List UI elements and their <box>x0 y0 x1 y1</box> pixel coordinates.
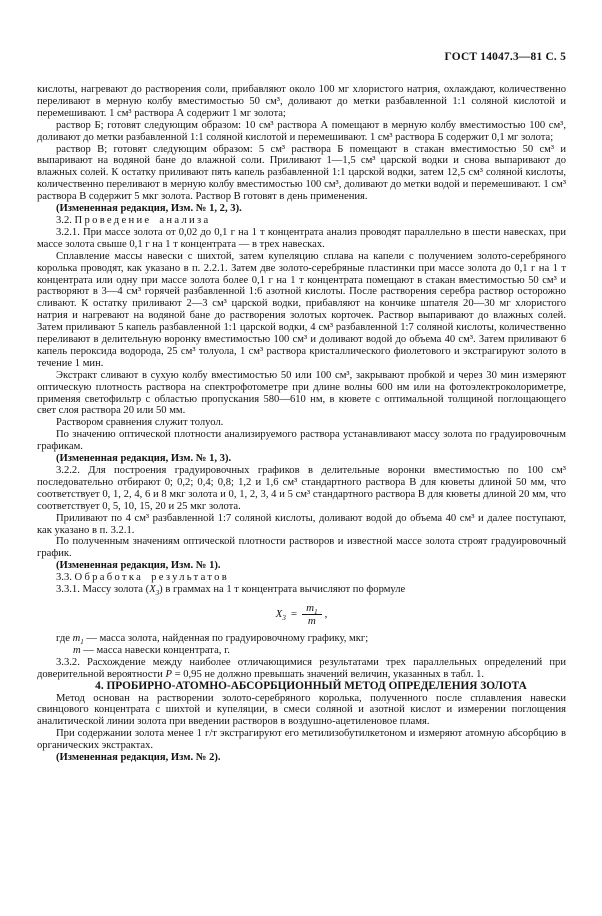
paragraph-3-2-2-b: Приливают по 4 см³ разбавленной 1:7 соляной кислоты, доливают водой до объема 40 см³ и далее поступают, как указано в п. 3.2.1. <box>37 512 566 536</box>
where-text: — масса золота, найденная по градуировочному графику, мкг; <box>83 632 369 644</box>
variable-letter: X <box>275 608 283 621</box>
paragraph-text: 3.3.2. Расхождение между наиболее отличающимися результатами трех параллельных определений при доверительной вероятности <box>37 656 566 680</box>
paragraph-4-b: При содержании золота менее 1 г/т экстрагируют его метилизобутилкетоном и измеряют атомную абсорбцию в органических экстрактах. <box>37 728 566 752</box>
variable-letter: m <box>72 632 81 644</box>
paragraph-3-2-1-a: 3.2.1. При массе золота от 0,02 до 0,1 г на 1 т концентрата анализ проводят параллельно в шести навесках, при массе золота свыше 0,1 г на 1 т концентрата — в трех навесках. <box>37 226 566 250</box>
section-title: Обработка результатов <box>74 572 230 584</box>
paragraph-3-3-1 <box>37 584 566 596</box>
amendment-note: (Измененная редакция, Изм. № 2). <box>56 752 221 764</box>
variable-letter: m <box>73 644 81 656</box>
paragraph-3-3-2 <box>37 657 566 681</box>
paragraph-text: = 0,95 не должно превышать значений величин, указанных в табл. 1. <box>171 668 485 680</box>
variable-m1 <box>72 632 84 647</box>
fraction <box>302 603 321 627</box>
amendment-note: (Измененная редакция, Изм. № 1, 3). <box>56 453 232 465</box>
section-title: Проведение анализа <box>74 214 211 226</box>
section-number: 3.2. <box>56 214 72 226</box>
variable-subscript: 1 <box>314 608 318 617</box>
paragraph-solution-b: раствор Б; готовят следующим образом: 10 см³ раствора А помещают в мерную колбу вместимостью 100 см³, доливают до метки разбавленной 1:1 соляной кислотой и перемешивают. 1 см³ раствора Б содержит 0,1 мг золота; <box>37 119 566 143</box>
where-text: — масса навески концентрата, г. <box>80 644 230 656</box>
paragraph-3-2-1-d: Раствором сравнения служит толуол. <box>56 417 224 429</box>
paragraph-4-a: Метод основан на растворении золото-серебряного королька, полученного после сплавления навески свинцового концентрата с шихтой и купеляции, в смеси соляной и азотной кислот и измерении поглощения аналитической линии золота при введении растворов в воздушно-ацетиленовое пламя. <box>37 692 566 728</box>
paragraph-solution-v: раствор В; готовят следующим образом: 5 см³ раствора Б помещают в стакан вместимостью 50 см³ и выпаривают на водяной бане до влажной соли. Приливают 1—1,5 см³ царской водки и снова выпаривают до влажных солей. К остатку приливают пять капель разбавленной 1:1 царской водки, затем 12,5 см³ соляной кислоты, количественно переливают в мерную колбу вместимостью 100 см³, доливают до метки водой и перемешивают. 1 см³ раствора В содержит 5 мкг золота. Раствор В готовят в день применения. <box>37 143 566 203</box>
paragraph-text: 3.3.1. Массу золота ( <box>56 584 150 596</box>
variable-subscript: 3 <box>155 589 160 598</box>
section-heading-3-2 <box>37 215 566 227</box>
running-head: ГОСТ 14047.3—81 С. 5 <box>444 51 566 63</box>
amendment-note: (Измененная редакция, Изм. № 1). <box>56 560 221 572</box>
where-clause-m <box>37 645 566 657</box>
paragraph-3-2-2-c: По полученным значениям оптической плотности растворов и известной массе золота строят градуировочный график. <box>37 536 566 560</box>
amendment-note: (Измененная редакция, Изм. № 1, 2, 3). <box>56 203 242 215</box>
variable-subscript: 3 <box>282 614 286 623</box>
paragraph-3-2-1-e: По значению оптической плотности анализируемого раствора устанавливают массу золота по градуировочным графикам. <box>37 429 566 453</box>
variable-subscript: 1 <box>80 638 84 647</box>
where-label: где <box>56 632 73 644</box>
variable-letter: m <box>306 601 315 614</box>
paragraph-text: ) в граммах на 1 т концентрата вычисляют по формуле <box>159 584 406 596</box>
formula-lhs <box>276 609 286 621</box>
formula-x3 <box>37 603 566 627</box>
document-body <box>37 84 566 764</box>
section-heading-3-3 <box>37 572 566 584</box>
where-clause-m1 <box>37 633 566 645</box>
paragraph-3-2-2-a: 3.2.2. Для построения градуировочных графиков в делительные воронки вместимостью по 100 см³ последовательно отбирают 0; 0,2; 0,4; 0,8; 1,2 и 1,6 см³ стандартного раствора В для кюветы длиной 50 мм, что соответствует 0, 1, 2, 4, 6 и 8 мкг золота и 0, 1, 2, 3, 4 и 5 см³ стандартного раствора В для кюветы длиной 20 мм, что соответствует 0, 5, 10, 15, 20 и 25 мкг золота. <box>37 465 566 512</box>
fraction-denominator: m <box>307 615 316 628</box>
variable-letter: Х <box>149 584 156 596</box>
variable-x3 <box>149 584 160 598</box>
paragraph-solution-a-continued: кислоты, нагревают до растворения соли, прибавляют около 100 мг хлористого натрия, охлаждают, количественно переливают в мерную колбу вместимостью 50 см³, доливают до метки разбавленной 1:1 соляной кислотой и перемешивают. 1 см³ раствора А содержит 1 мг золота; <box>37 84 566 119</box>
equals-sign: = <box>290 608 298 621</box>
formula-comma: , <box>324 608 328 621</box>
fraction-numerator <box>302 603 321 616</box>
paragraph-3-2-1-c: Экстракт сливают в сухую колбу вместимостью 50 или 100 см³, закрывают пробкой и через 30 мин измеряют оптическую плотность раствора на спектрофотометре при длине волны 600 нм или на фотоэлектроколориметре, применяя светофильтр с областью пропускания 580—610 нм, в кювете с оптимальной толщиной поглощающего свет слоя раствора 20 или 50 мм. <box>37 369 566 417</box>
section-heading-4: 4. ПРОБИРНО-АТОМНО-АБСОРБЦИОННЫЙ МЕТОД ОПРЕДЕЛЕНИЯ ЗОЛОТА <box>95 679 527 692</box>
variable-p: Р <box>165 668 172 680</box>
section-number: 3.3. <box>56 572 72 584</box>
paragraph-3-2-1-b: Сплавление массы навески с шихтой, затем купеляцию сплава на капели с получением золото-серебряного королька проводят, как указано в п. 2.2.1. Затем две золото-серебряные пластинки при массе золота до 0,1 г на 1 т концентрата или одну при массе золота более 0,1 г на 1 т концентрата помещают в стакан вместимостью 50 см³ и растворяют в 3—4 см³ горячей разбавленной 1:6 азотной кислоты. После растворения серебра раствор осторожно сливают. К остатку приливают 2—3 см³ царской водки, прибавляют на кончике шпателя 20—30 мг хлористого натрия и нагревают на водяной бане до растворения золотых корточек. Раствор выпаривают до влажных солей. Затем приливают 5 капель разбавленной 1:1 царской водки, 4 см³ разбавленной 1:7 соляной кислоты, количественно переливают в делительную воронку вместимостью 100 см³ и доливают водой до объема 40 см³. Затем приливают 6 капель пероксида водорода, 25 см³ толуола, 1 см³ раствора кристаллического фиолетового и экстрагируют золото в течение 1 мин. <box>37 250 566 369</box>
